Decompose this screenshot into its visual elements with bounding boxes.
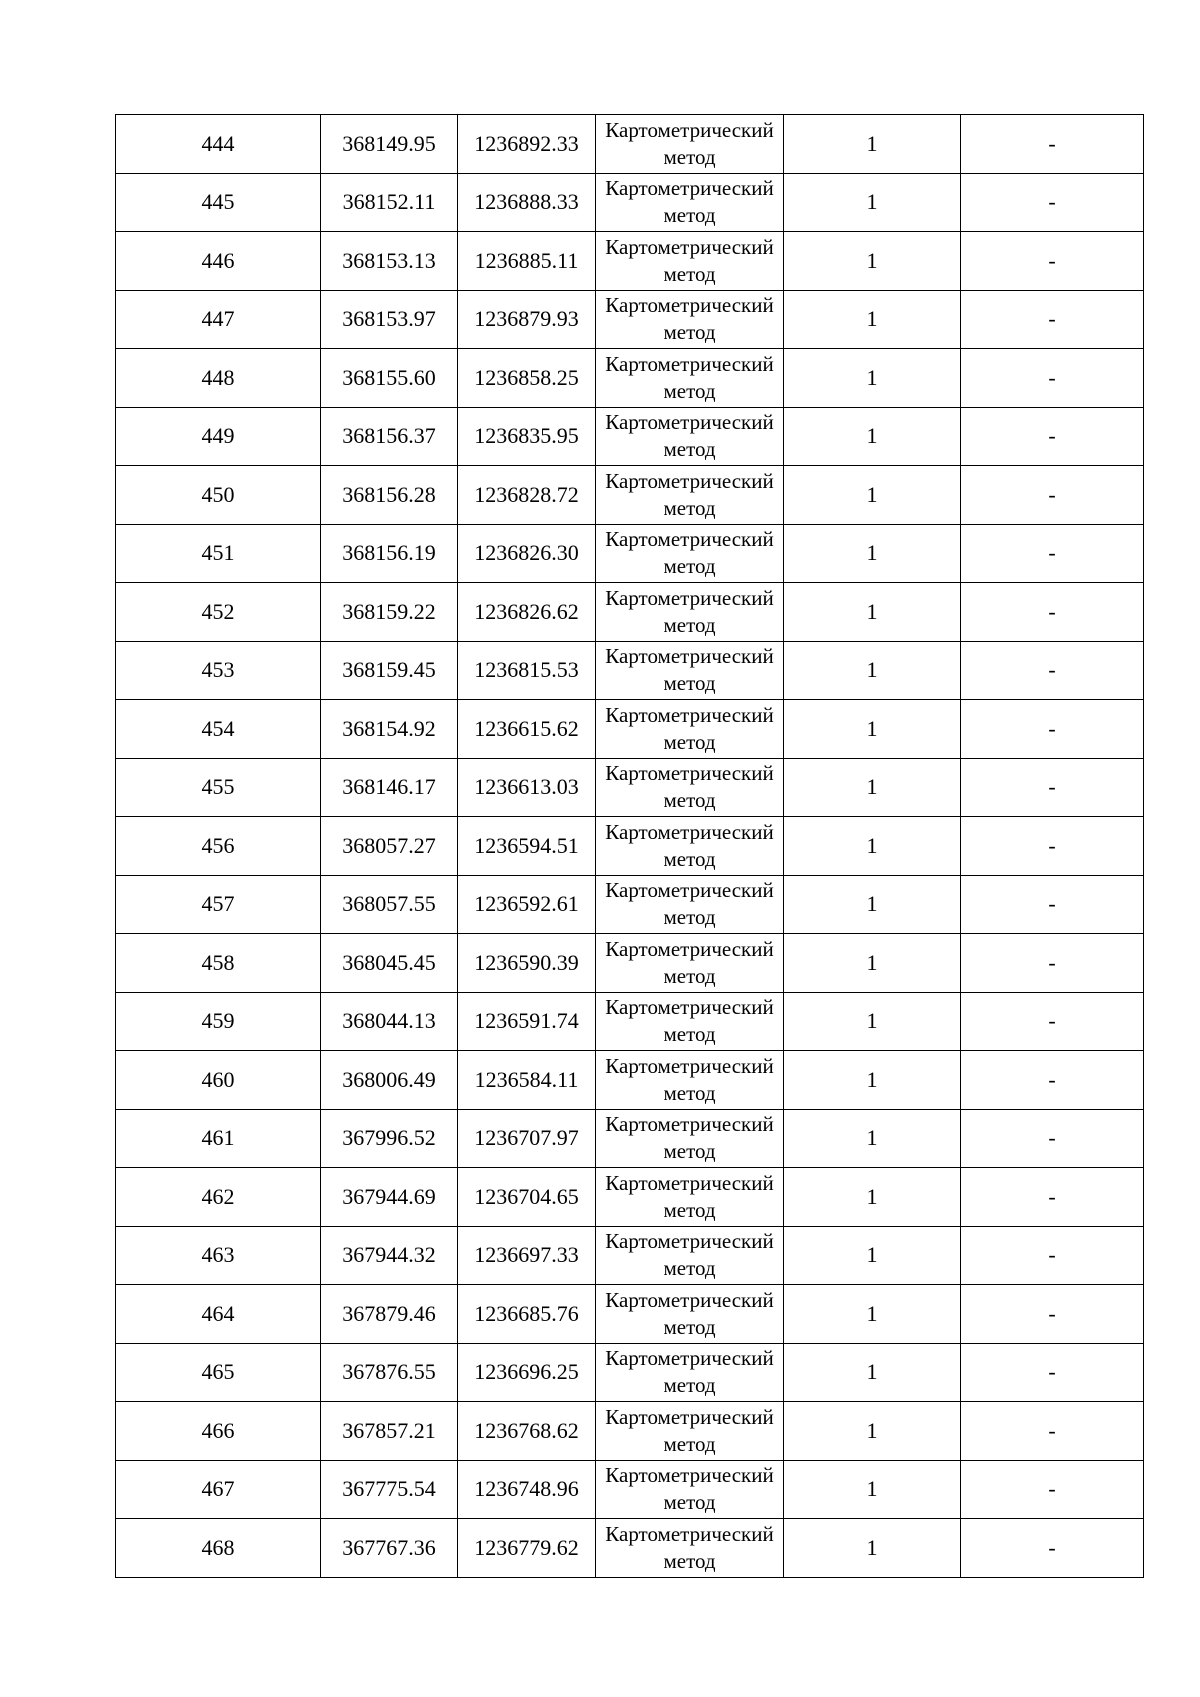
x-coordinate-cell: 368156.28 (321, 466, 458, 525)
x-coordinate-cell: 368154.92 (321, 700, 458, 759)
coordinates-table-body (116, 115, 1144, 1578)
y-coordinate-cell: 1236590.39 (458, 934, 596, 993)
method-cell: Картометрический метод (596, 700, 784, 759)
table-row (116, 115, 1144, 174)
method-cell: Картометрический метод (596, 1460, 784, 1519)
method-cell: Картометрический метод (596, 934, 784, 993)
table-row (116, 290, 1144, 349)
note-cell: - (961, 524, 1144, 583)
point-number-cell: 453 (116, 641, 321, 700)
note-cell: - (961, 758, 1144, 817)
point-number-cell: 457 (116, 875, 321, 934)
note-cell: - (961, 1343, 1144, 1402)
table-row (116, 1402, 1144, 1461)
x-coordinate-cell: 368159.45 (321, 641, 458, 700)
point-number-cell: 458 (116, 934, 321, 993)
point-number-cell: 459 (116, 992, 321, 1051)
table-row (116, 1168, 1144, 1227)
table-row (116, 173, 1144, 232)
note-cell: - (961, 817, 1144, 876)
x-coordinate-cell: 368153.13 (321, 232, 458, 291)
method-cell: Картометрический метод (596, 1051, 784, 1110)
y-coordinate-cell: 1236835.95 (458, 407, 596, 466)
point-number-cell: 461 (116, 1109, 321, 1168)
method-cell: Картометрический метод (596, 1226, 784, 1285)
method-cell: Картометрический метод (596, 407, 784, 466)
point-number-cell: 448 (116, 349, 321, 408)
method-cell: Картометрический метод (596, 817, 784, 876)
x-coordinate-cell: 368149.95 (321, 115, 458, 174)
method-cell: Картометрический метод (596, 758, 784, 817)
accuracy-cell: 1 (784, 583, 961, 642)
point-number-cell: 449 (116, 407, 321, 466)
accuracy-cell: 1 (784, 524, 961, 583)
x-coordinate-cell: 368057.55 (321, 875, 458, 934)
note-cell: - (961, 466, 1144, 525)
note-cell: - (961, 349, 1144, 408)
point-number-cell: 464 (116, 1285, 321, 1344)
x-coordinate-cell: 367876.55 (321, 1343, 458, 1402)
accuracy-cell: 1 (784, 290, 961, 349)
table-row (116, 1051, 1144, 1110)
y-coordinate-cell: 1236704.65 (458, 1168, 596, 1227)
x-coordinate-cell: 368006.49 (321, 1051, 458, 1110)
y-coordinate-cell: 1236779.62 (458, 1519, 596, 1578)
y-coordinate-cell: 1236685.76 (458, 1285, 596, 1344)
y-coordinate-cell: 1236707.97 (458, 1109, 596, 1168)
x-coordinate-cell: 367767.36 (321, 1519, 458, 1578)
y-coordinate-cell: 1236879.93 (458, 290, 596, 349)
table-row (116, 466, 1144, 525)
note-cell: - (961, 700, 1144, 759)
table-row (116, 934, 1144, 993)
x-coordinate-cell: 368155.60 (321, 349, 458, 408)
table-row (116, 349, 1144, 408)
y-coordinate-cell: 1236858.25 (458, 349, 596, 408)
x-coordinate-cell: 367775.54 (321, 1460, 458, 1519)
point-number-cell: 463 (116, 1226, 321, 1285)
note-cell: - (961, 583, 1144, 642)
method-cell: Картометрический метод (596, 1402, 784, 1461)
y-coordinate-cell: 1236888.33 (458, 173, 596, 232)
note-cell: - (961, 1460, 1144, 1519)
note-cell: - (961, 407, 1144, 466)
note-cell: - (961, 1109, 1144, 1168)
table-row (116, 992, 1144, 1051)
note-cell: - (961, 1402, 1144, 1461)
point-number-cell: 445 (116, 173, 321, 232)
accuracy-cell: 1 (784, 466, 961, 525)
method-cell: Картометрический метод (596, 466, 784, 525)
method-cell: Картометрический метод (596, 1343, 784, 1402)
note-cell: - (961, 1519, 1144, 1578)
y-coordinate-cell: 1236592.61 (458, 875, 596, 934)
accuracy-cell: 1 (784, 1460, 961, 1519)
table-row (116, 758, 1144, 817)
table-row (116, 407, 1144, 466)
table-row (116, 524, 1144, 583)
y-coordinate-cell: 1236613.03 (458, 758, 596, 817)
point-number-cell: 465 (116, 1343, 321, 1402)
note-cell: - (961, 290, 1144, 349)
accuracy-cell: 1 (784, 1519, 961, 1578)
table-row (116, 583, 1144, 642)
point-number-cell: 444 (116, 115, 321, 174)
point-number-cell: 452 (116, 583, 321, 642)
x-coordinate-cell: 368057.27 (321, 817, 458, 876)
note-cell: - (961, 934, 1144, 993)
point-number-cell: 454 (116, 700, 321, 759)
accuracy-cell: 1 (784, 1051, 961, 1110)
accuracy-cell: 1 (784, 1343, 961, 1402)
x-coordinate-cell: 368044.13 (321, 992, 458, 1051)
y-coordinate-cell: 1236696.25 (458, 1343, 596, 1402)
y-coordinate-cell: 1236826.62 (458, 583, 596, 642)
note-cell: - (961, 232, 1144, 291)
note-cell: - (961, 1285, 1144, 1344)
method-cell: Картометрический метод (596, 875, 784, 934)
x-coordinate-cell: 368156.19 (321, 524, 458, 583)
method-cell: Картометрический метод (596, 1519, 784, 1578)
accuracy-cell: 1 (784, 407, 961, 466)
point-number-cell: 447 (116, 290, 321, 349)
table-row (116, 232, 1144, 291)
note-cell: - (961, 115, 1144, 174)
accuracy-cell: 1 (784, 934, 961, 993)
method-cell: Картометрический метод (596, 524, 784, 583)
table-row (116, 1285, 1144, 1344)
y-coordinate-cell: 1236594.51 (458, 817, 596, 876)
y-coordinate-cell: 1236768.62 (458, 1402, 596, 1461)
y-coordinate-cell: 1236828.72 (458, 466, 596, 525)
accuracy-cell: 1 (784, 1109, 961, 1168)
y-coordinate-cell: 1236892.33 (458, 115, 596, 174)
point-number-cell: 446 (116, 232, 321, 291)
accuracy-cell: 1 (784, 173, 961, 232)
note-cell: - (961, 173, 1144, 232)
x-coordinate-cell: 368153.97 (321, 290, 458, 349)
y-coordinate-cell: 1236748.96 (458, 1460, 596, 1519)
table-row (116, 700, 1144, 759)
table-row (116, 1226, 1144, 1285)
y-coordinate-cell: 1236826.30 (458, 524, 596, 583)
accuracy-cell: 1 (784, 992, 961, 1051)
table-row (116, 1460, 1144, 1519)
x-coordinate-cell: 367944.32 (321, 1226, 458, 1285)
x-coordinate-cell: 367996.52 (321, 1109, 458, 1168)
point-number-cell: 451 (116, 524, 321, 583)
x-coordinate-cell: 367857.21 (321, 1402, 458, 1461)
y-coordinate-cell: 1236697.33 (458, 1226, 596, 1285)
point-number-cell: 455 (116, 758, 321, 817)
point-number-cell: 456 (116, 817, 321, 876)
point-number-cell: 462 (116, 1168, 321, 1227)
accuracy-cell: 1 (784, 700, 961, 759)
table-row (116, 641, 1144, 700)
x-coordinate-cell: 368045.45 (321, 934, 458, 993)
accuracy-cell: 1 (784, 1168, 961, 1227)
note-cell: - (961, 875, 1144, 934)
point-number-cell: 466 (116, 1402, 321, 1461)
x-coordinate-cell: 368146.17 (321, 758, 458, 817)
coordinates-table (115, 114, 1144, 1578)
note-cell: - (961, 992, 1144, 1051)
table-row (116, 1519, 1144, 1578)
accuracy-cell: 1 (784, 1285, 961, 1344)
note-cell: - (961, 1168, 1144, 1227)
accuracy-cell: 1 (784, 875, 961, 934)
accuracy-cell: 1 (784, 115, 961, 174)
accuracy-cell: 1 (784, 1402, 961, 1461)
x-coordinate-cell: 367879.46 (321, 1285, 458, 1344)
accuracy-cell: 1 (784, 349, 961, 408)
accuracy-cell: 1 (784, 641, 961, 700)
y-coordinate-cell: 1236591.74 (458, 992, 596, 1051)
method-cell: Картометрический метод (596, 290, 784, 349)
y-coordinate-cell: 1236584.11 (458, 1051, 596, 1110)
x-coordinate-cell: 368156.37 (321, 407, 458, 466)
point-number-cell: 468 (116, 1519, 321, 1578)
note-cell: - (961, 1051, 1144, 1110)
note-cell: - (961, 1226, 1144, 1285)
y-coordinate-cell: 1236885.11 (458, 232, 596, 291)
method-cell: Картометрический метод (596, 1285, 784, 1344)
table-row (116, 1109, 1144, 1168)
method-cell: Картометрический метод (596, 641, 784, 700)
method-cell: Картометрический метод (596, 1109, 784, 1168)
x-coordinate-cell: 368152.11 (321, 173, 458, 232)
point-number-cell: 460 (116, 1051, 321, 1110)
method-cell: Картометрический метод (596, 232, 784, 291)
table-row (116, 1343, 1144, 1402)
table-row (116, 875, 1144, 934)
point-number-cell: 467 (116, 1460, 321, 1519)
method-cell: Картометрический метод (596, 115, 784, 174)
accuracy-cell: 1 (784, 232, 961, 291)
accuracy-cell: 1 (784, 1226, 961, 1285)
point-number-cell: 450 (116, 466, 321, 525)
y-coordinate-cell: 1236815.53 (458, 641, 596, 700)
method-cell: Картометрический метод (596, 1168, 784, 1227)
method-cell: Картометрический метод (596, 173, 784, 232)
table-row (116, 817, 1144, 876)
method-cell: Картометрический метод (596, 349, 784, 408)
method-cell: Картометрический метод (596, 992, 784, 1051)
y-coordinate-cell: 1236615.62 (458, 700, 596, 759)
method-cell: Картометрический метод (596, 583, 784, 642)
note-cell: - (961, 641, 1144, 700)
accuracy-cell: 1 (784, 817, 961, 876)
accuracy-cell: 1 (784, 758, 961, 817)
x-coordinate-cell: 368159.22 (321, 583, 458, 642)
x-coordinate-cell: 367944.69 (321, 1168, 458, 1227)
